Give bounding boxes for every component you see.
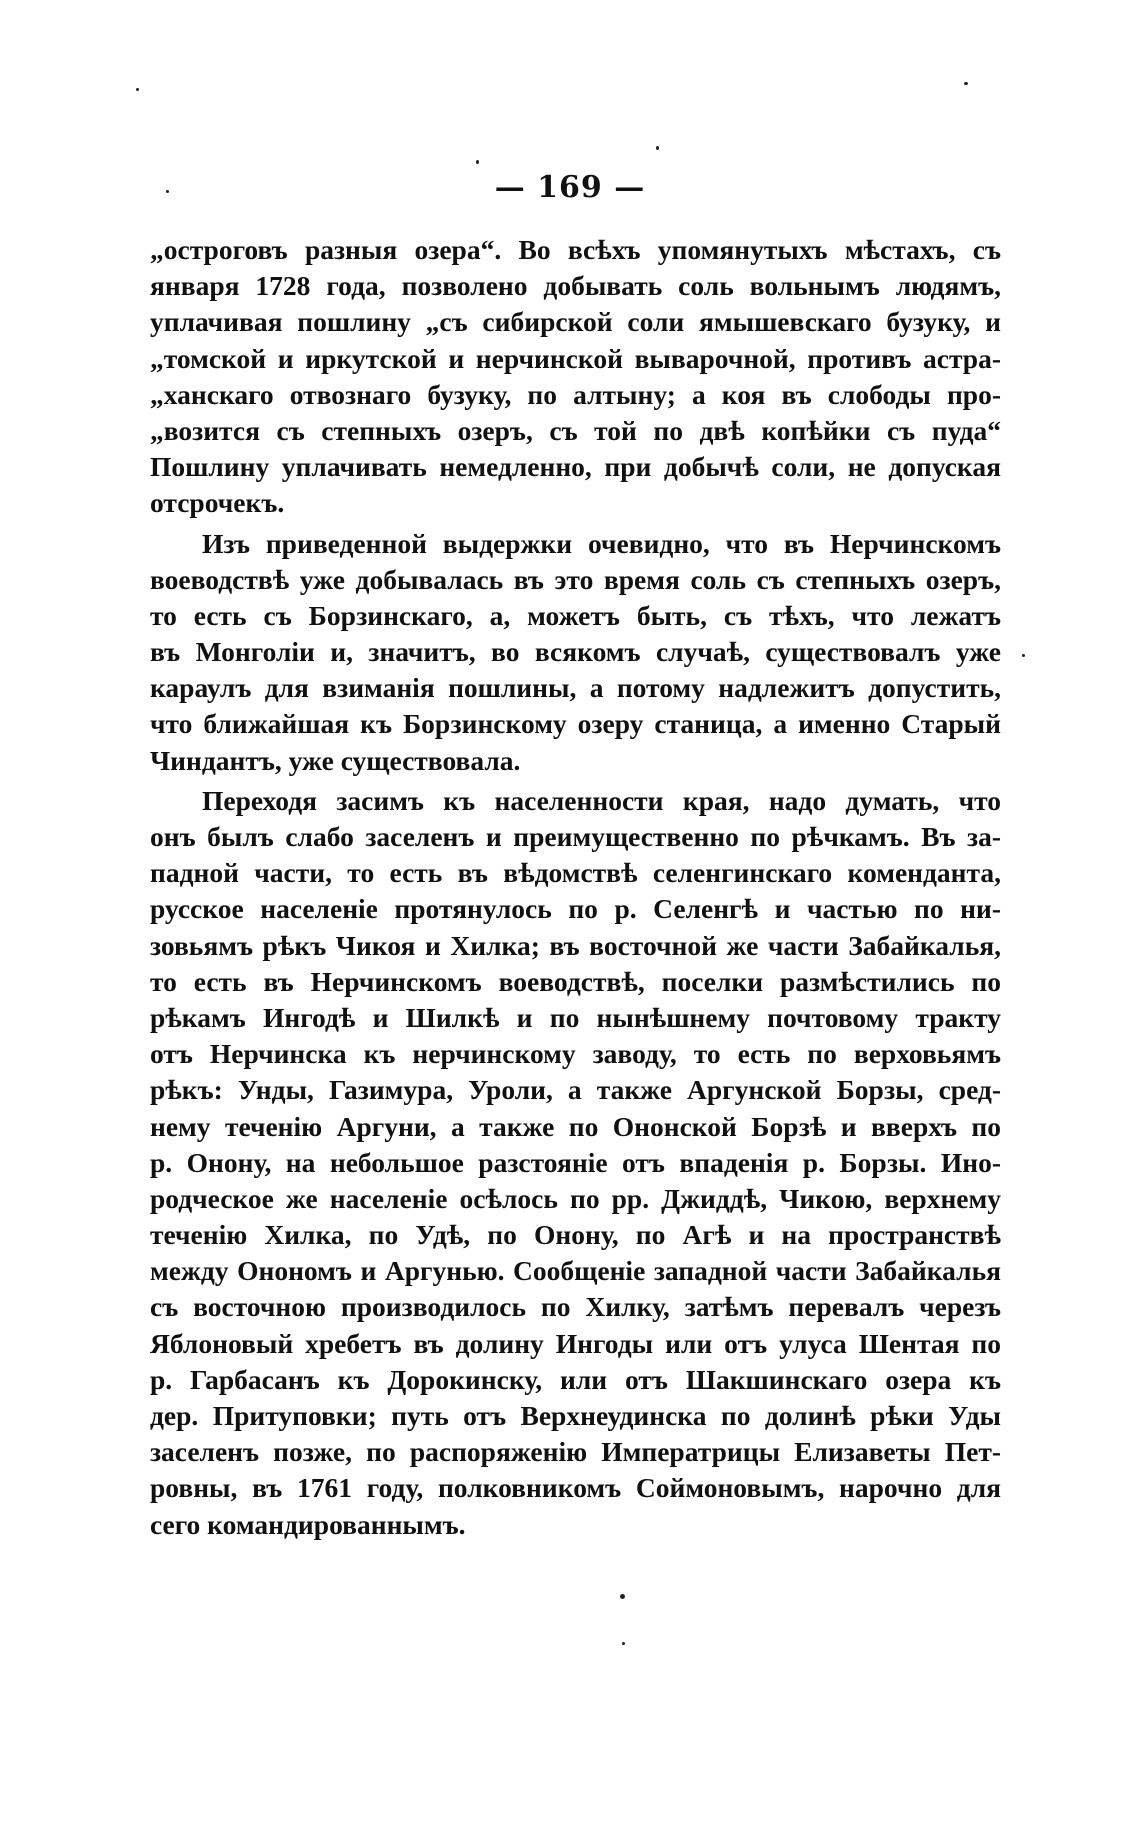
scan-speck [622, 1642, 625, 1645]
text-line: уплачивая пошлину „съ сибирской соли ямышевскаго бузуку, и [150, 306, 1001, 338]
text-line: падной части, то есть въ вѣдомствѣ селенгинскаго коменданта, [150, 857, 1001, 889]
text-line: онъ былъ слабо заселенъ и преимущественно по рѣчкамъ. Въ за- [150, 821, 1001, 852]
text-line: р. Гарбасанъ къ Дорокинску, или отъ Шакшинскаго озера къ [150, 1363, 1001, 1395]
text-line: то есть съ Борзинскаго, а, можетъ быть, съ тѣхъ, что лежатъ [150, 599, 1001, 631]
text-line: рѣкъ: Унды, Газимура, Уроли, а также Аргунской Борзы, сред- [150, 1074, 1001, 1106]
text-line: русское населеніе протянулось по р. Селенгѣ и частью по ни- [150, 893, 1001, 925]
text-line: караулъ для взиманія пошлины, а потому надлежитъ допустить, [150, 672, 1001, 704]
text-line: зовьямъ рѣкъ Чикоя и Хилка; въ восточной же части Забайкалья, [150, 929, 1001, 961]
text-line: Яблоновый хребетъ въ долину Ингоды или отъ улуса Шентая по [150, 1327, 1001, 1359]
scan-speck [476, 160, 479, 164]
text-line: въ Монголіи и, значитъ, во всякомъ случаѣ, существовалъ уже [150, 636, 1001, 668]
scan-speck [656, 146, 659, 150]
text-line: между Онономъ и Аргунью. Сообщеніе западной части Забайкалья [150, 1255, 1001, 1287]
paragraph [150, 783, 1001, 1543]
scan-speck [620, 1594, 625, 1599]
text-line: дер. Притуповки; путь отъ Верхнеудинска по долинѣ рѣки Уды [150, 1400, 1001, 1431]
paragraph [150, 526, 1001, 779]
text-line: Переходя засимъ къ населенности края, надо думать, что [202, 784, 1001, 816]
scan-speck [964, 82, 968, 85]
text-line: „остроговъ разныя озера“. Во всѣхъ упомянутыхъ мѣстахъ, съ [150, 234, 1001, 265]
text-line: съ восточною производилось по Хилку, затѣмъ перевалъ черезъ [150, 1291, 1001, 1323]
text-line: Пошлину уплачивать немедленно, при добычѣ соли, не допуская [150, 451, 1001, 483]
text-line: отсрочекъ. [150, 487, 285, 519]
text-line: Изъ приведенной выдержки очевидно, что въ Нерчинскомъ [202, 527, 1001, 559]
text-line: рѣкамъ Ингодѣ и Шилкѣ и по нынѣшнему почтовому тракту [150, 1001, 1001, 1033]
scan-speck [166, 190, 169, 193]
text-line: нему теченію Аргуни, а также по Ононской Борзѣ и вверхъ по [150, 1110, 1001, 1142]
paragraph [150, 232, 1001, 522]
body-text [150, 232, 1001, 1543]
text-line: Чиндантъ, уже существовала. [150, 744, 521, 776]
text-line: воеводствѣ уже добывалась въ это время соль съ степныхъ озеръ, [150, 563, 1001, 595]
text-line: родческое же населеніе осѣлось по рр. Джиддѣ, Чикою, верхнему [150, 1182, 1001, 1214]
text-line: „томской и иркутской и нерчинской выварочной, противъ астра- [150, 342, 1001, 374]
text-line: заселенъ позже, по распоряженію Императрицы Елизаветы Пет- [150, 1436, 1001, 1468]
text-line: р. Онону, на небольшое разстояніе отъ впаденія р. Борзы. Ино- [150, 1146, 1001, 1178]
text-line: января 1728 года, позволено добывать соль вольнымъ людямъ, [150, 270, 1001, 302]
text-line: то есть въ Нерчинскомъ воеводствѣ, поселки размѣстились по [150, 965, 1001, 997]
scan-speck [1022, 654, 1025, 657]
text-line: что ближайшая къ Борзинскому озеру станица, а именно Старый [150, 708, 1001, 740]
page-number: — 169 — [494, 170, 646, 205]
text-line: теченію Хилка, по Удѣ, по Онону, по Агѣ и на пространствѣ [150, 1219, 1001, 1251]
text-line: „ханскаго отвознаго бузуку, по алтыну; а коя въ слободы про- [150, 378, 1001, 410]
text-line: сего командированнымъ. [150, 1508, 466, 1540]
text-line: отъ Нерчинска къ нерчинскому заводу, то есть по верховьямъ [150, 1038, 1001, 1070]
text-line: „возится съ степныхъ озеръ, съ той по двѣ копѣйки съ пуда“ [150, 414, 1001, 446]
text-line: ровны, въ 1761 году, полковникомъ Соймоновымъ, нарочно для [150, 1472, 1001, 1504]
scan-speck [136, 88, 139, 91]
